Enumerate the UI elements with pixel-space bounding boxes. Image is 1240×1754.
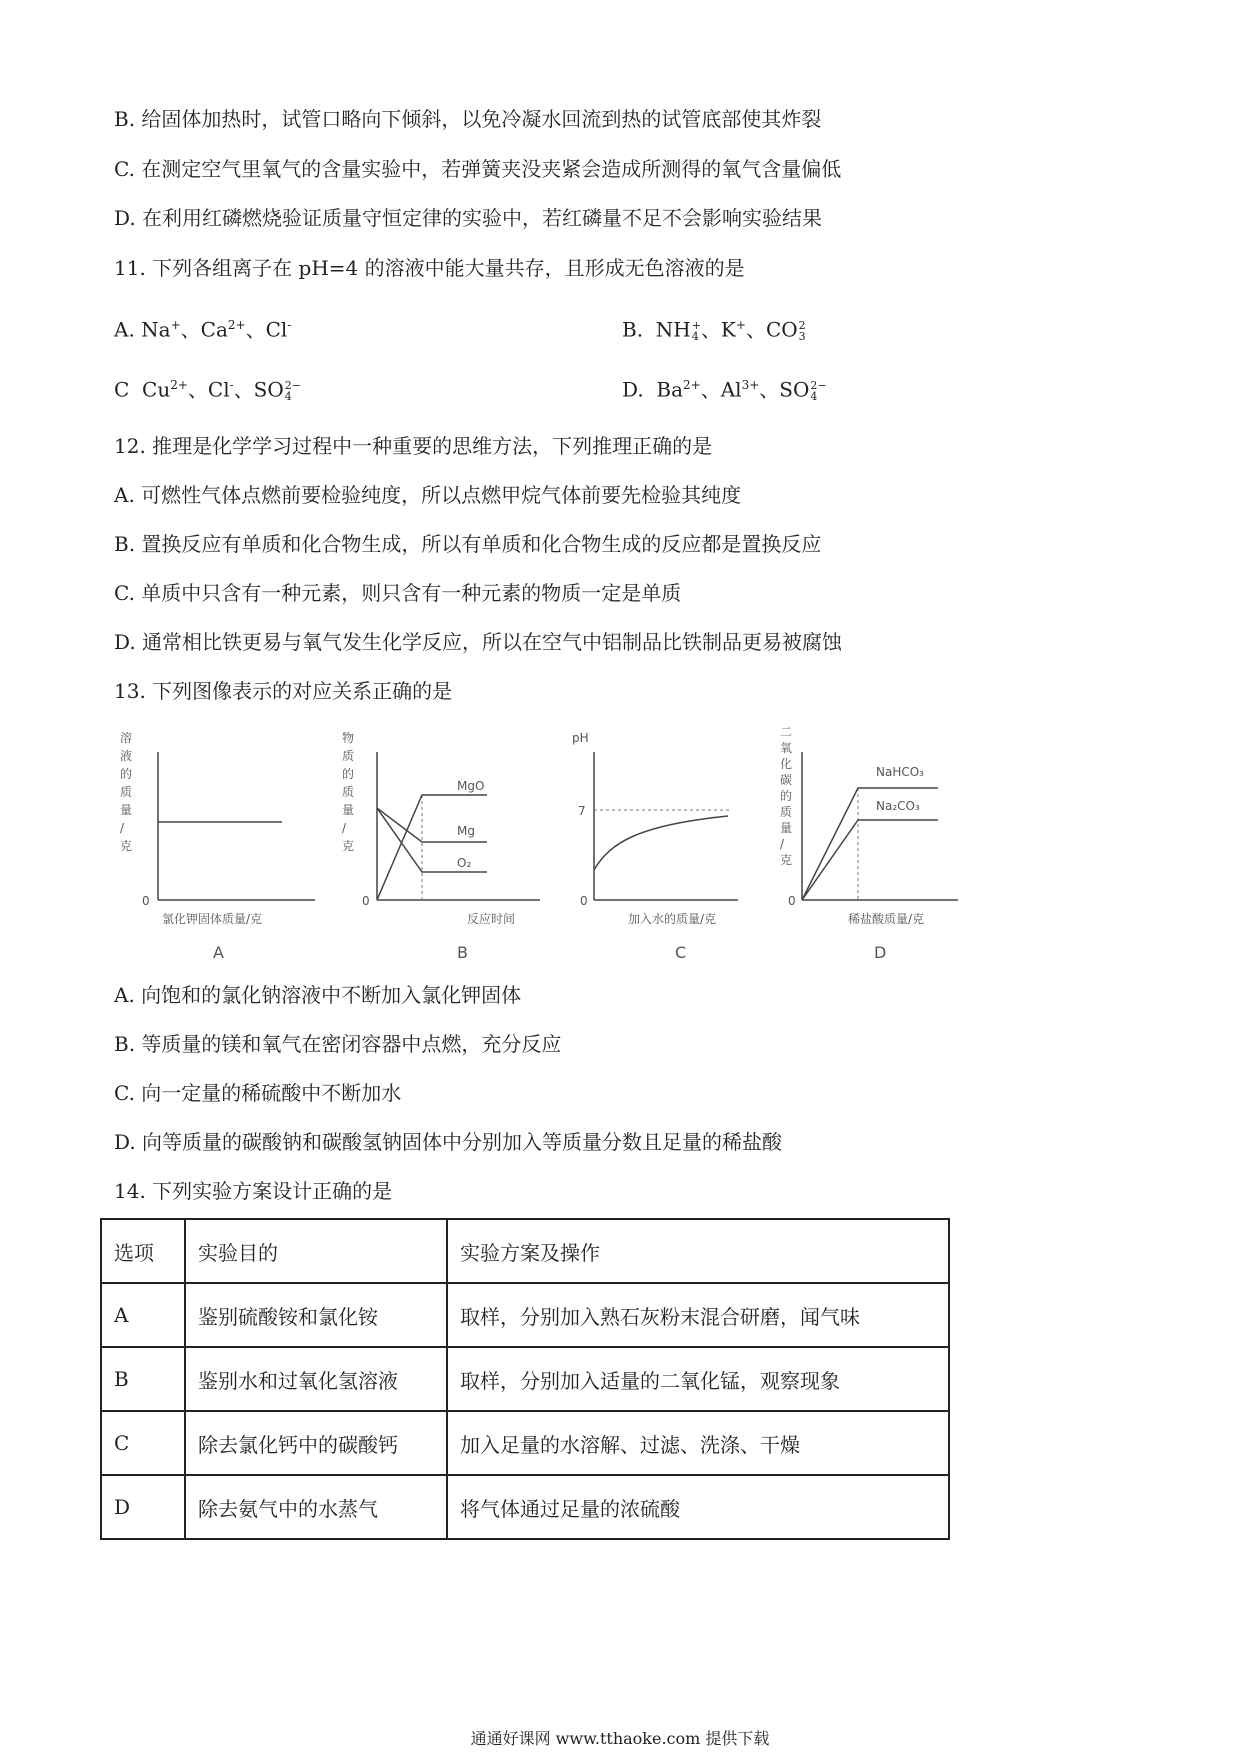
q11-option-d: D. $Ba^{2+}$、$Al^{3+}$、SO 2− 4: [622, 377, 827, 404]
q13-option-d: D. 向等质量的碳酸钠和碳酸氢钠固体中分别加入等质量分数且足量的稀盐酸: [114, 1130, 783, 1154]
q12-option-b: B. 置换反应有单质和化合物生成，所以有单质和化合物生成的反应都是置换反应: [114, 532, 822, 556]
graph-c-ylabel: pH: [572, 731, 589, 745]
footer-text: 通通好课网 www.tthaoke.com 提供下载: [470, 1729, 770, 1748]
q14-table-cell: B: [101, 1347, 185, 1411]
q14-table-cell: 实验方案及操作: [447, 1219, 949, 1283]
graph-c-caption: C: [675, 943, 687, 962]
q13-option-c: C. 向一定量的稀硫酸中不断加水: [114, 1081, 402, 1105]
graph-a-xlabel: 氯化钾固体质量/克: [162, 912, 263, 926]
q14-table-cell: 取样，分别加入适量的二氧化锰，观察现象: [447, 1347, 949, 1411]
q13-option-b: B. 等质量的镁和氧气在密闭容器中点燃，充分反应: [114, 1032, 562, 1056]
q12-stem: 12. 推理是化学学习过程中一种重要的思维方法，下列推理正确的是: [114, 434, 713, 458]
q14-table-row: [101, 1347, 949, 1411]
q14-table-row: [101, 1411, 949, 1475]
graph-d: [778, 725, 978, 965]
q14-table-row: [101, 1475, 949, 1539]
graph-b-caption: B: [457, 943, 468, 962]
graph-b-curve-mgo: [377, 795, 487, 900]
q14-table-cell: D: [101, 1475, 185, 1539]
graph-d-origin: 0: [788, 894, 796, 908]
q14-table-cell: 鉴别水和过氧化氢溶液: [185, 1347, 447, 1411]
q11-stem: 11. 下列各组离子在 pH=4 的溶液中能大量共存，且形成无色溶液的是: [114, 256, 745, 280]
q14-table-cell: 除去氯化钙中的碳酸钙: [185, 1411, 447, 1475]
q11-option-b: B. NH + 4 、K+、CO 2 3: [622, 317, 806, 344]
q14-table-header: [101, 1219, 949, 1283]
graph-b-series-mgo: MgO: [457, 779, 485, 793]
graph-a: [120, 730, 320, 965]
graph-d-xlabel: 稀盐酸质量/克: [848, 912, 925, 926]
q14-table-cell: 将气体通过足量的浓硫酸: [447, 1475, 949, 1539]
graph-a-ylabel: 溶液的质量/克: [120, 731, 133, 853]
q14-table-cell: 实验目的: [185, 1219, 447, 1283]
q14-table-row: [101, 1283, 949, 1347]
graph-b-series-mg: Mg: [457, 824, 475, 838]
graph-d-series-nahco3: NaHCO₃: [876, 765, 924, 779]
q12-option-c: C. 单质中只含有一种元素，则只含有一种元素的物质一定是单质: [114, 581, 682, 605]
graph-d-series-na2co3: Na₂CO₃: [876, 799, 920, 813]
q11-option-c: C $Cu^{2+}$、Cl-、SO 2− 4: [114, 377, 302, 404]
q12-option-a: A. 可燃性气体点燃前要检验纯度，所以点燃甲烷气体前要先检验其纯度: [114, 483, 742, 507]
q14-table-cell: 除去氨气中的水蒸气: [185, 1475, 447, 1539]
graph-c-xlabel: 加入水的质量/克: [628, 912, 717, 926]
graph-c-origin: 0: [580, 894, 588, 908]
graph-a-origin: 0: [142, 894, 150, 908]
graph-d-caption: D: [874, 943, 887, 962]
graph-b-xlabel: 反应时间: [467, 912, 516, 926]
graph-c-curve: [594, 816, 728, 870]
q11-option-a: A. Na+、$Ca^{2+}$、Cl-: [114, 317, 292, 342]
q12-option-d: D. 通常相比铁更易与氧气发生化学反应，所以在空气中铝制品比铁制品更易被腐蚀: [114, 630, 843, 654]
graph-c-tick-7: 7: [578, 804, 586, 818]
graph-d-ylabel: 二氧化碳的质量/克: [780, 725, 793, 867]
graph-b: [342, 730, 542, 965]
q14-table: [100, 1218, 950, 1540]
q14-table-cell: C: [101, 1411, 185, 1475]
graph-b-origin: 0: [362, 894, 370, 908]
q14-stem: 14. 下列实验方案设计正确的是: [114, 1179, 393, 1203]
q10-option-d: D. 在利用红磷燃烧验证质量守恒定律的实验中，若红磷量不足不会影响实验结果: [114, 206, 823, 230]
q14-table-cell: 鉴别硫酸铵和氯化铵: [185, 1283, 447, 1347]
q14-table-cell: 取样，分别加入熟石灰粉末混合研磨，闻气味: [447, 1283, 949, 1347]
q13-option-a: A. 向饱和的氯化钠溶液中不断加入氯化钾固体: [114, 983, 522, 1007]
graph-b-series-o2: O₂: [457, 856, 472, 870]
q14-table-cell: 选项: [101, 1219, 185, 1283]
q10-option-b: B. 给固体加热时，试管口略向下倾斜，以免冷凝水回流到热的试管底部使其炸裂: [114, 107, 822, 131]
q14-table-cell: 加入足量的水溶解、过滤、洗涤、干燥: [447, 1411, 949, 1475]
q10-option-c: C. 在测定空气里氧气的含量实验中，若弹簧夹没夹紧会造成所测得的氧气含量偏低: [114, 157, 842, 181]
graph-c: [570, 730, 770, 965]
q14-table-cell: A: [101, 1283, 185, 1347]
graph-b-ylabel: 物质的质量/克: [342, 731, 355, 853]
graph-a-caption: A: [213, 943, 224, 962]
q13-stem: 13. 下列图像表示的对应关系正确的是: [114, 679, 453, 703]
